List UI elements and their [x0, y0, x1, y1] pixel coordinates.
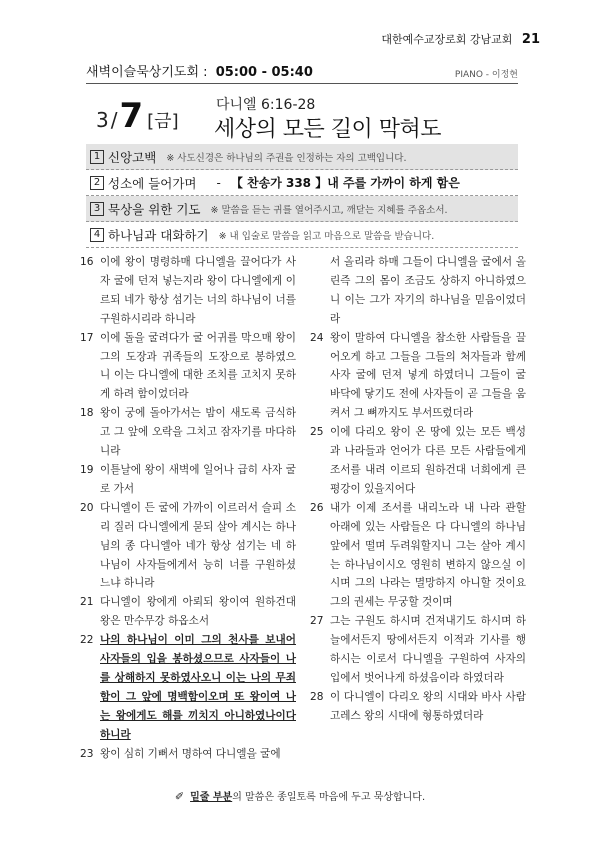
verse-text: 이에 왕이 명령하매 다니엘을 끌어다가 사자 굴에 던져 넣는지라 왕이 다니엘에게 이르되 네가 항상 섬기는 너의 하나님이 너를 구원하시리라 하니라	[100, 256, 296, 325]
order-title: 신앙고백	[108, 149, 157, 165]
verse-text: 이에 다리오 왕이 온 땅에 있는 모든 백성과 나라들과 언어가 다른 모든 사람들에게 조서를 내려 이르되 원하건대 너희에게 큰 평강이 있을지어다	[330, 426, 526, 495]
order-number: 1	[90, 150, 104, 164]
verse-number	[310, 253, 330, 329]
verse	[80, 593, 296, 631]
verse-text: 내가 이제 조서를 내리노라 내 나라 관할 아래에 있는 사람들은 다 다니엘의 하나님 앞에서 떨며 두려워할지니 그는 살아 계시는 하나님이시오 영원히 변하지 않으실 이시며 그의 나라는 멸망하지 아니할 것이요 그의 권세는 무궁할 것이며	[330, 501, 526, 609]
verse-number: 24	[310, 331, 324, 344]
meditation-note	[0, 788, 600, 803]
verse-number: 17	[80, 331, 94, 344]
order-note: ※ 말씀을 듣는 귀를 열어주시고, 깨닫는 지혜를 주옵소서.	[210, 204, 448, 216]
page-number: 21	[521, 32, 540, 47]
verse-number: 16	[80, 256, 94, 268]
verse-text: 왕이 궁에 돌아가서는 밤이 새도록 금식하고 그 앞에 오락을 그치고 잠자기를 마다하니라	[100, 407, 296, 458]
worship-order	[86, 144, 518, 248]
verse-number: 26	[310, 501, 324, 514]
date-month: 3	[96, 108, 109, 132]
pencil-icon: ✐	[174, 790, 185, 803]
verse-text: 왕이 말하여 다니엘을 참소한 사람들을 끌어오게 하고 그들을 그들의 처자들과 함께 사자 굴에 던져 넣게 하였더니 그들이 굴 바닥에 닿기도 전에 사자들이 곧 그들을 움켜서 그 뼈까지도 부서뜨렸더라	[330, 331, 526, 420]
service-title: 새벽이슬묵상기도회 :	[86, 65, 208, 80]
hymn-title: 【 찬송가 338 】내 주를 가까이 하게 함은	[230, 176, 460, 190]
verse-number: 21	[80, 596, 94, 609]
verse-text: 나의 하나님이 이미 그의 천사를 보내어 사자들의 입을 봉하셨으므로 사자들이 나를 상해하지 못하였사오니 이는 나의 무죄함이 그 앞에 명백함이오며 또 왕이여 나는 왕에게도 해를 끼치지 아니하였나이다 하니라	[100, 634, 296, 741]
verse-number: 18	[80, 407, 94, 420]
order-note: ※ 내 입술로 말씀을 읽고 마음으로 말씀을 받습니다.	[218, 230, 435, 242]
order-title: 성소에 들어가며	[108, 175, 197, 191]
verse-text: 다니엘이 왕에게 아뢰되 왕이여 원하건대 왕은 만수무강 하옵소서	[100, 596, 296, 628]
meditation-note-text: 의 말씀은 종일토록 마음에 두고 묵상합니다.	[232, 792, 426, 803]
verse-highlighted	[80, 631, 296, 744]
verse-number: 27	[310, 615, 324, 628]
verse	[310, 612, 526, 688]
verse-text: 다니엘이 든 굴에 가까이 이르러서 슬피 소리 질러 다니엘에게 묻되 살아 계시는 하나님의 종 다니엘아 네가 항상 섬기는 네 하나님이 사자들에게서 능히 너를 구원하셨느냐 하니라	[100, 501, 296, 590]
service-time: 05:00 - 05:40	[215, 65, 313, 80]
page-header	[381, 31, 540, 47]
order-title: 묵상을 위한 기도	[108, 201, 201, 217]
verse	[310, 329, 526, 424]
verse	[80, 745, 296, 764]
order-number: 2	[90, 176, 104, 190]
order-item-creed	[86, 144, 518, 170]
verse	[80, 253, 296, 329]
service-name	[86, 61, 313, 80]
verse	[80, 329, 296, 405]
date-block	[96, 96, 179, 136]
verse-text: 이에 돌을 굴려다가 굴 어귀를 막으매 왕이 그의 도장과 귀족들의 도장으로 봉하였으니 이는 다니엘에 대한 조치를 고치지 못하게 하려 함이었더라	[100, 331, 296, 401]
order-dash: -	[216, 175, 221, 190]
order-note: ※ 사도신경은 하나님의 주권을 인정하는 자의 고백입니다.	[166, 152, 407, 164]
order-title: 하나님과 대화하기	[108, 227, 209, 243]
date-day: 7	[119, 96, 144, 136]
verse-text: 이 다니엘이 다리오 왕의 시대와 바사 사람 고레스 왕의 시대에 형통하였더라	[330, 690, 526, 722]
verse	[310, 253, 526, 329]
verse-number: 23	[80, 747, 94, 760]
church-name: 대한예수교장로회 강남교회	[381, 33, 513, 46]
verse-text: 서 올리라 하매 그들이 다니엘을 굴에서 올린즉 그의 몸이 조금도 상하지 아니하였으니 이는 그가 자기의 하나님을 믿음이었더라	[330, 256, 526, 325]
verse	[80, 461, 296, 499]
verse-number: 25	[310, 426, 324, 439]
order-number: 3	[90, 202, 104, 216]
order-number: 4	[90, 228, 104, 242]
underlined-phrase: 밑줄 부분	[190, 792, 233, 803]
order-item-prayer	[86, 196, 518, 222]
verse-text: 왕이 심히 기뻐서 명하여 다니엘을 굴에	[100, 747, 281, 760]
verses-right-column	[310, 253, 526, 763]
service-bar	[86, 62, 518, 84]
verse	[310, 423, 526, 499]
date-weekday: [금]	[147, 111, 179, 132]
verse-number: 22	[80, 634, 94, 647]
verse-text: 이튿날에 왕이 새벽에 일어나 급히 사자 굴로 가서	[100, 463, 296, 495]
verse	[80, 404, 296, 461]
order-item-hymn	[86, 170, 518, 196]
verse	[310, 688, 526, 726]
scripture-reference: 다니엘 6:16-28	[216, 97, 316, 113]
order-item-reading	[86, 222, 518, 248]
piano-credit: PIANO - 이정현	[454, 70, 518, 80]
verse-number: 20	[80, 501, 94, 514]
sermon-title: 세상의 모든 길이 막혀도	[214, 117, 442, 142]
date-slash: /	[110, 108, 118, 132]
scripture-text	[80, 253, 526, 763]
verse-number: 28	[310, 690, 324, 703]
verse	[80, 499, 296, 594]
verses-left-column	[80, 253, 296, 763]
verse-text: 그는 구원도 하시며 건져내기도 하시며 하늘에서든지 땅에서든지 이적과 기사를 행하시는 이로서 다니엘을 구원하여 사자의 입에서 벗어나게 하셨음이라 하였더라	[330, 615, 526, 684]
verse-number: 19	[80, 463, 94, 476]
verse	[310, 499, 526, 612]
